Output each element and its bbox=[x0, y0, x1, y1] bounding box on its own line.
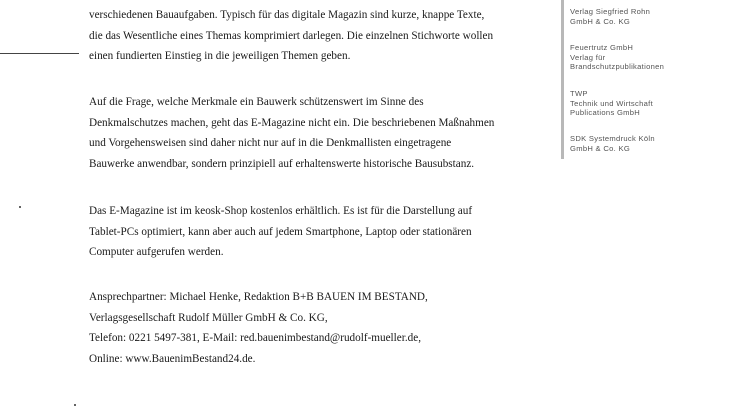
publisher-line: GmbH & Co. KG bbox=[570, 143, 631, 153]
article-line: Denkmalschutzes machen, geht das E-Magazine nicht ein. Die beschriebenen Maßnahmen bbox=[89, 116, 495, 129]
publisher-line: TWP bbox=[570, 89, 588, 98]
article-line: Computer aufgerufen werden. bbox=[89, 246, 224, 258]
publisher-entry bbox=[570, 89, 653, 118]
bullet-dot bbox=[19, 206, 21, 208]
publisher-line: Brandschutzpublikationen bbox=[570, 62, 665, 72]
article-paragraph bbox=[89, 92, 494, 174]
publisher-line: Verlag für bbox=[570, 52, 606, 62]
publisher-line: Feuertrutz GmbH bbox=[570, 43, 634, 52]
article-line: die das Wesentliche eines Themas komprimiert darlegen. Die einzelnen Stichworte wollen bbox=[89, 29, 494, 42]
contact-line: Verlagsgesellschaft Rudolf Müller GmbH & Co. KG, bbox=[89, 311, 328, 324]
article-line: Tablet-PCs optimiert, kann aber auch auf jedem Smartphone, Laptop oder stationären bbox=[89, 225, 472, 238]
article-paragraph bbox=[89, 201, 472, 263]
publisher-line: Publications GmbH bbox=[570, 108, 641, 118]
contact-line: Online: www.BauenimBestand24.de. bbox=[89, 352, 256, 365]
bullet-dot bbox=[74, 404, 76, 406]
contact-line: Ansprechpartner: Michael Henke, Redaktion B+B BAUEN IM BESTAND, bbox=[89, 291, 428, 303]
article-line: verschiedenen Bauaufgaben. Typisch für das digitale Magazin sind kurze, knappe Texte, bbox=[89, 9, 485, 21]
contact-paragraph bbox=[89, 287, 428, 369]
publisher-sidebar bbox=[561, 0, 746, 159]
article-paragraph bbox=[89, 5, 493, 67]
publisher-line: SDK Systemdruck Köln bbox=[570, 134, 655, 143]
publisher-line: Technik und Wirtschaft bbox=[570, 98, 653, 108]
article-line: einen fundierten Einstieg in die jeweiligen Themen geben. bbox=[89, 50, 351, 62]
publisher-entry bbox=[570, 134, 655, 153]
article-line: Auf die Frage, welche Merkmale ein Bauwerk schützenswert im Sinne des bbox=[89, 96, 424, 108]
publisher-line: GmbH & Co. KG bbox=[570, 16, 631, 26]
publisher-entry bbox=[570, 7, 650, 26]
publisher-line: Verlag Siegfried Rohn bbox=[570, 7, 651, 16]
article-line: und Vorgehensweisen sind daher nicht nur auf in die Denkmallisten eingetragene bbox=[89, 137, 452, 149]
article-line: Bauwerke anwendbar, sondern prinzipiell auf erhaltenswerte historische Bausubstanz. bbox=[89, 157, 475, 170]
contact-line: Telefon: 0221 5497-381, E-Mail: red.bauenimbestand@rudolf-mueller.de, bbox=[89, 332, 422, 344]
article-line: Das E-Magazine ist im keosk-Shop kostenlos erhältlich. Es ist für die Darstellung auf bbox=[89, 205, 473, 217]
publisher-entry bbox=[570, 43, 664, 72]
horizontal-rule bbox=[0, 53, 79, 54]
